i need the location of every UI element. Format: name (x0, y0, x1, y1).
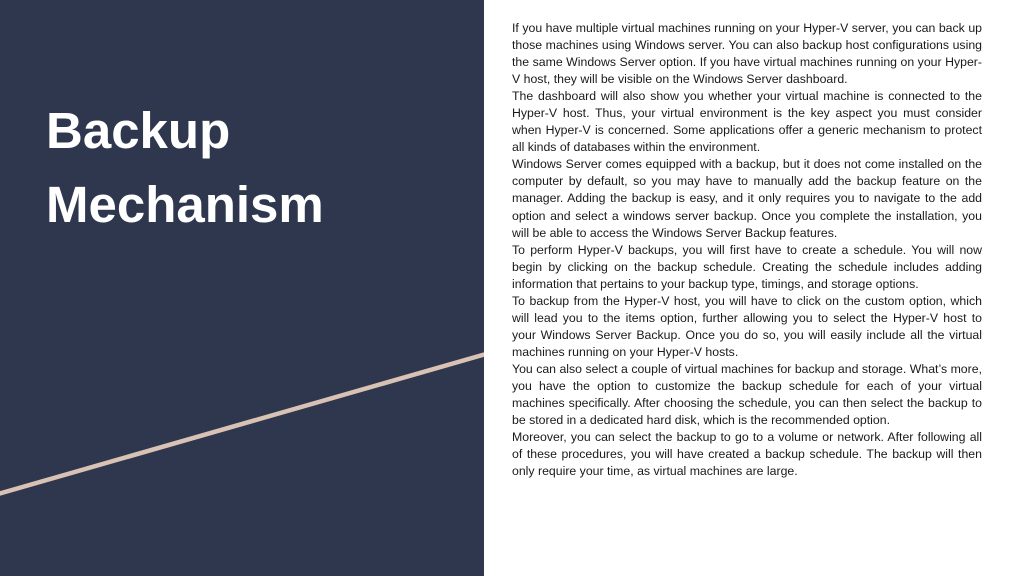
title-line-2: Mechanism (46, 176, 324, 233)
title-line-1: Backup (46, 102, 231, 159)
diagonal-accent-line (0, 0, 484, 576)
paragraph-1: If you have multiple virtual machines running on your Hyper-V server, you can back up those machines using Windows server. You can also backup host configurations using the same Windows Server option. If you have virtual machines running on your Hyper-V host, they will be visible on the Windows Server dashboard. (512, 21, 982, 87)
paragraph-2: The dashboard will also show you whether your virtual machine is connected to the Hyper-V host. Thus, your virtual environment is the key aspect you must consider when Hyper-V is concerned. Some applications offer a generic mechanism to protect all kinds of databases within the environment. (512, 89, 982, 155)
paragraph-5: To backup from the Hyper-V host, you will have to click on the custom option, which will lead you to the items option, further allowing you to select the Hyper-V host to your Windows Server Backup. Once you do so, you will easily include all the virtual machines running on your Hyper-V hosts. (512, 293, 982, 359)
paragraph-7: Moreover, you can select the backup to go to a volume or network. After following all of these procedures, you will have created a backup schedule. The backup will then only require your time, as virtual machines are large. (512, 430, 982, 479)
paragraph-4: To perform Hyper-V backups, you will first have to create a schedule. You will now begin by clicking on the backup schedule. Creating the schedule includes adding information that pertains to your backup type, timings, and storage options. (512, 242, 982, 291)
slide-title (46, 94, 324, 242)
body-text (512, 20, 982, 480)
paragraph-6: You can also select a couple of virtual machines for backup and storage. What’s more, you have the option to customize the backup schedule for each of your virtual machines specifically. After choosing the schedule, you can then select the backup to be stored in a dedicated hard disk, which is the recommended option. (512, 361, 982, 428)
title-panel (0, 0, 484, 576)
accent-stripe (0, 354, 484, 494)
paragraph-3: Windows Server comes equipped with a backup, but it does not come installed on the computer by default, so you may have to manually add the backup feature on the manager. Adding the backup is easy, and it only requires you to navigate to the add option and select a windows server backup. Once you complete the installation, you will be able to access the Windows Server Backup features. (512, 157, 982, 240)
